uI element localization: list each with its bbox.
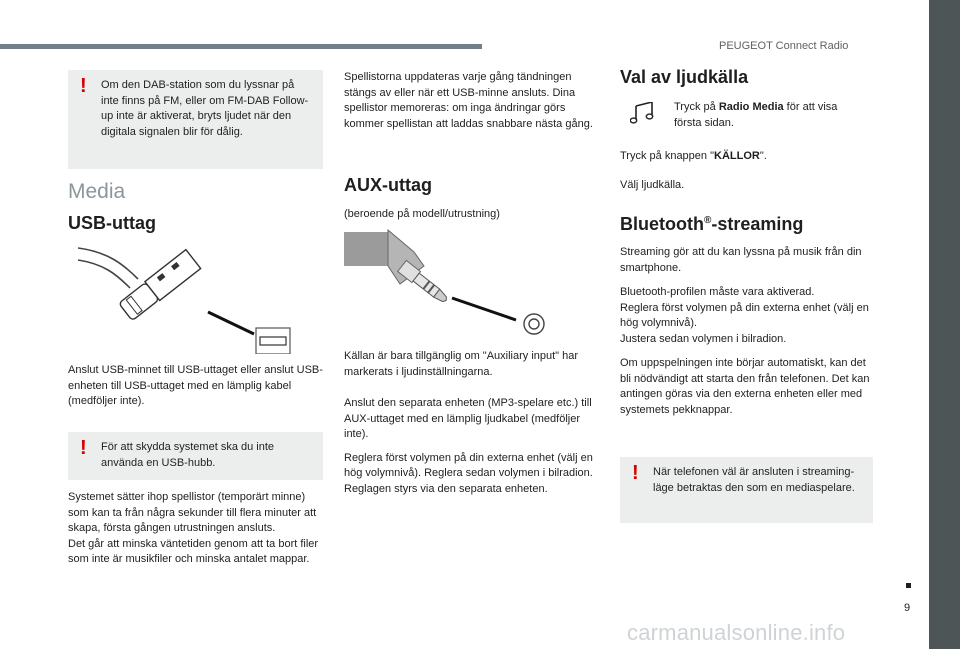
warning-icon: ! — [80, 75, 87, 97]
press-prefix: Tryck på knappen " — [620, 150, 714, 162]
usb-plug-illustration — [78, 244, 298, 354]
press-suffix: ". — [759, 150, 767, 162]
bluetooth-text-block — [620, 245, 875, 418]
bt-text-3: Om uppspelningen inte börjar automatiskt, kan det bli nödvändigt att starta den från telefonen. Det kan antingen göras via den externa enheten eller med systemets pekknappar. — [620, 357, 870, 416]
aux-text-2: Anslut den separata enheten (MP3-spelare etc.) till AUX-uttaget med en lämplig ljudkabel (medföljer inte). — [344, 397, 592, 440]
end-marker — [906, 583, 911, 588]
side-tab — [929, 0, 960, 649]
page-number: 9 — [904, 602, 911, 614]
aux-sub-block — [344, 207, 599, 223]
bt-text-2c: Justera sedan volymen i bilradion. — [620, 332, 787, 345]
playlist-text-block — [68, 490, 323, 568]
tap-prefix: Tryck på — [674, 101, 719, 113]
playlist-update-text: Spellistorna uppdateras varje gång tändningen stängs av eller när ett USB-minne ansluts. Dina spellistor memoreras: om inga ändringar görs kommer spellistan att laddas snabbare nästa gång. — [344, 71, 593, 130]
music-note-icon — [630, 102, 656, 124]
aux-text-4: Reglagen styrs via den separata enheten. — [344, 482, 548, 495]
bt-text-2a: Bluetooth-profilen måste vara aktiverad. — [620, 286, 815, 298]
header-bar — [0, 44, 482, 49]
aux-subtitle: (beroende på modell/utrustning) — [344, 208, 500, 220]
radio-media-label: Radio Media — [718, 101, 784, 113]
streaming-note-text: När telefonen väl är ansluten i streaming-läge betraktas den som en mediaspelare. — [653, 466, 855, 494]
playlist-text-1: Systemet sätter ihop spellistor (temporärt minne) som kan ta från några sekunder till flera minuter att skapa, första gången utrustningen ansluts. — [68, 491, 317, 534]
usb-text-block — [68, 363, 323, 410]
press-instruction — [620, 149, 875, 165]
column-2 — [344, 70, 599, 132]
usb-heading: USB-uttag — [68, 213, 156, 233]
choose-block — [620, 178, 875, 194]
column-1 — [68, 70, 323, 169]
bluetooth-heading-suffix: -streaming — [711, 214, 804, 234]
bt-text-2b: Reglera först volymen på din externa enhet (välj en hög volymnivå). — [620, 301, 869, 329]
dab-note — [68, 70, 323, 169]
aux-text-1: Källan är bara tillgänglig om "Auxiliary input" har markerats i ljudinställningarna. — [344, 350, 579, 378]
header-title: PEUGEOT Connect Radio — [719, 40, 849, 52]
dab-note-text: Om den DAB-station som du lyssnar på inte finns på FM, eller om FM-DAB Follow-up inte är aktiverat, bryts ljudet när den digitala signalen blir för dålig. — [101, 79, 309, 138]
usb-hub-note-text: För att skydda systemet ska du inte använda en USB-hubb. — [101, 441, 275, 469]
bluetooth-heading — [620, 214, 803, 235]
aux-text-3: Reglera först volymen på din externa enhet (välj en hög volymnivå). Reglera sedan volymen i bilradion. — [344, 451, 593, 479]
choose-text: Välj ljudkälla. — [620, 179, 685, 191]
source-heading: Val av ljudkälla — [620, 67, 749, 87]
aux-jack-illustration — [344, 228, 554, 338]
warning-icon: ! — [632, 462, 639, 484]
registered-mark: ® — [703, 215, 712, 226]
bt-text-1: Streaming gör att du kan lyssna på musik från din smartphone. — [620, 246, 862, 274]
usb-hub-note — [68, 432, 323, 480]
streaming-note — [620, 457, 873, 523]
watermark: carmanualsonline.info — [627, 620, 846, 645]
kallor-label: KÄLLOR — [714, 150, 760, 162]
tap-instruction — [674, 100, 864, 131]
usb-text: Anslut USB-minnet till USB-uttaget eller anslut USB-enheten till USB-uttaget med en lämplig kabel (medföljer inte). — [68, 364, 323, 407]
aux-heading: AUX-uttag — [344, 175, 432, 195]
section-title: Media — [68, 180, 126, 203]
warning-icon: ! — [80, 437, 87, 459]
playlist-text-2: Det går att minska väntetiden genom att ta bort filer som inte är musikfiler och minska antalet mappar. — [68, 537, 319, 565]
aux-text-block — [344, 349, 599, 497]
bluetooth-heading-text: Bluetooth — [620, 214, 704, 234]
tap-suffix: för att visa första sidan. — [674, 101, 838, 129]
